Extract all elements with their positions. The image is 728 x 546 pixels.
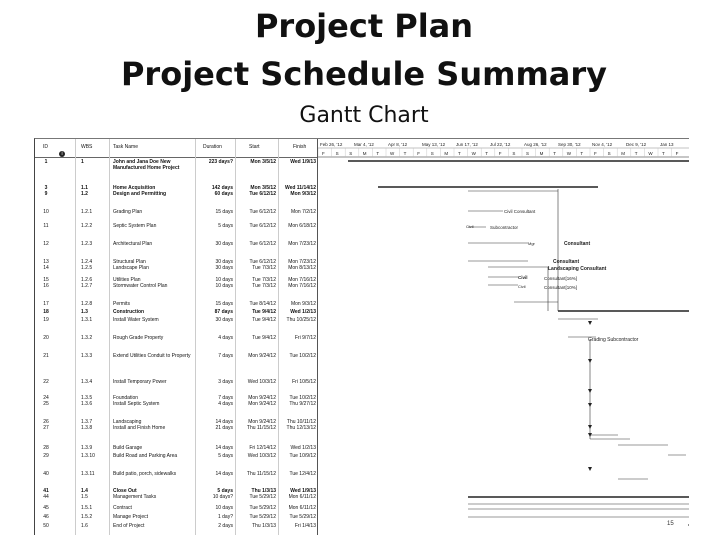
row-finish: Mon 9/3/12 <box>290 191 316 197</box>
gantt-svg <box>318 139 689 535</box>
row-wbs: 1 <box>81 159 84 165</box>
row-start: Tue 9/4/12 <box>252 309 276 315</box>
row-duration: 142 days <box>211 185 233 191</box>
row-id: 13 <box>43 259 49 265</box>
row-start: Tue 8/14/12 <box>249 301 276 307</box>
row-finish: Mon 7/16/12 <box>288 283 316 289</box>
row-wbs: 1.2.5 <box>81 265 93 271</box>
row-id: 22 <box>43 379 49 385</box>
row-duration: 21 days <box>215 425 233 431</box>
timescale-day-label: M <box>362 151 367 156</box>
row-duration: 87 days <box>214 309 233 315</box>
resource-label-civil-consultant: Civil Consultant <box>504 209 536 214</box>
row-id: 12 <box>43 241 49 247</box>
timescale-day-label: T <box>580 151 584 156</box>
row-finish: Tue 5/29/12 <box>289 514 316 520</box>
row-finish: Fri 1/4/13 <box>294 523 316 529</box>
row-id: 28 <box>43 445 49 451</box>
row-start: Tue 7/3/12 <box>252 283 276 289</box>
row-wbs: 1.5.1 <box>81 505 93 511</box>
dependency-arrow <box>588 321 592 325</box>
row-start: Tue 6/12/12 <box>249 223 276 229</box>
row-duration: 223 days? <box>208 159 233 165</box>
row-duration: 1 day? <box>217 514 233 520</box>
timescale-day-label: T <box>403 151 407 156</box>
timescale-month-label: Mar 4, '12 <box>354 142 374 147</box>
row-duration: 7 days <box>218 353 233 359</box>
timescale-month-label: May 13, '12 <box>422 142 446 147</box>
column-divider <box>109 139 110 535</box>
row-task-name: Management Tasks <box>113 494 157 500</box>
row-duration: 5 days <box>217 488 233 494</box>
row-id: 19 <box>43 317 49 323</box>
timescale-month-label: Apr 8, '12 <box>388 142 408 147</box>
header-wbs: WBS <box>81 144 93 150</box>
dependency-arrow <box>588 359 592 363</box>
column-divider <box>75 139 76 535</box>
timescale-day-label: S <box>607 151 611 156</box>
row-task-name: Build Garage <box>113 445 143 451</box>
row-id: 18 <box>43 309 49 315</box>
row-start: Fri 12/14/12 <box>249 445 276 451</box>
timescale-month-label: Feb 26, '12 <box>320 142 343 147</box>
row-id: 46 <box>43 514 49 520</box>
row-task-name: Build patio, porch, sidewalks <box>113 471 177 477</box>
page-caption: Gantt Chart <box>299 103 429 128</box>
row-duration: 5 days <box>218 453 233 459</box>
row-duration: 10 days? <box>212 494 233 500</box>
row-task-name: Install Temporary Power <box>113 379 167 385</box>
row-task-name: Manage Project <box>113 514 149 520</box>
resource-label-mgr: Mgr <box>528 241 535 246</box>
timescale-day-label: S <box>526 151 530 156</box>
timescale-day-label: F <box>498 151 502 156</box>
timescale-month-label: Nov 4, '12 <box>592 142 613 147</box>
row-wbs: 1.3.9 <box>81 445 93 451</box>
row-wbs: 1.2.7 <box>81 283 93 289</box>
row-task-name: Utilities Plan <box>113 277 141 283</box>
row-task-name: Rough Grade Property <box>113 335 164 341</box>
resource-label-consultant-10: Consultant[10%] <box>544 285 578 290</box>
row-wbs: 1.3 <box>81 309 88 315</box>
row-finish: Wed 1/9/13 <box>290 488 316 494</box>
dependency-arrow <box>588 389 592 393</box>
resource-label-consultant-2: Consultant <box>553 259 580 265</box>
row-task-name: Structural Plan <box>113 259 146 265</box>
row-task-name: Close Out <box>113 488 137 494</box>
timescale-day-label: M <box>621 151 625 156</box>
timescale-month-label: Jul 22, '12 <box>490 142 511 147</box>
row-start: Tue 5/29/12 <box>249 494 276 500</box>
task-table <box>35 139 318 535</box>
header-duration: Duration <box>203 144 222 150</box>
timescale-month-label: Dec 9, '12 <box>626 142 647 147</box>
row-start: Tue 7/3/12 <box>252 277 276 283</box>
row-task-name: Foundation <box>113 395 139 401</box>
row-start: Tue 6/12/12 <box>249 191 276 197</box>
row-wbs: 1.2.4 <box>81 259 93 265</box>
timescale-day-label: T <box>485 151 488 156</box>
page-number: 15 <box>667 521 674 527</box>
timescale-day-label: F <box>417 151 420 156</box>
resource-label-consultant-16: Consultant[16%] <box>544 276 578 281</box>
row-duration: 30 days <box>215 241 233 247</box>
resource-label-consultant: Consultant <box>564 241 591 247</box>
row-wbs: 1.2.1 <box>81 209 93 215</box>
row-finish: Wed 1/2/13 <box>290 445 316 451</box>
row-task-name: Install Septic System <box>113 401 160 407</box>
row-finish: Mon 7/16/12 <box>288 277 316 283</box>
row-finish: Mon 6/11/12 <box>288 494 316 500</box>
row-wbs: 1.2.3 <box>81 241 93 247</box>
row-start: Wed 10/3/12 <box>247 453 276 459</box>
row-start: Thu 11/15/12 <box>246 425 276 431</box>
table-header <box>35 139 317 158</box>
row-id: 9 <box>44 191 48 197</box>
row-task-name: Home Acquisition <box>113 185 156 191</box>
row-finish: Wed 1/9/13 <box>290 159 316 165</box>
timescale-day-label: S <box>430 151 434 156</box>
timescale-month-label: Sep 30, '12 <box>558 142 581 147</box>
row-finish: Thu 12/13/12 <box>286 425 316 431</box>
header-finish: Finish <box>293 144 307 150</box>
timescale-day-label: F <box>675 151 679 156</box>
row-start: Thu 1/3/13 <box>252 523 276 529</box>
row-finish: Mon 7/2/12 <box>290 209 316 215</box>
row-task-name: Landscape Plan <box>113 265 149 271</box>
timescale-day-label: T <box>634 151 638 156</box>
row-finish: Thu 9/27/12 <box>289 401 316 407</box>
row-wbs: 1.3.8 <box>81 425 93 431</box>
timescale-day-label: T <box>662 151 665 156</box>
resource-label-subcontractor: Subcontractor <box>490 225 519 230</box>
row-finish: Mon 6/18/12 <box>288 223 316 229</box>
row-id: 14 <box>43 265 49 271</box>
row-id: 3 <box>44 185 48 191</box>
row-wbs: 1.2.8 <box>81 301 93 307</box>
row-id: 10 <box>43 209 49 215</box>
column-divider <box>278 139 279 535</box>
row-task-name: Extend Utilities Conduit to Property <box>113 353 191 359</box>
row-id: 27 <box>43 425 49 431</box>
row-wbs: 1.2.2 <box>81 223 93 229</box>
row-task-name: Contract <box>113 505 132 511</box>
row-wbs: 1.1 <box>81 185 88 191</box>
row-wbs: 1.2 <box>81 191 88 197</box>
dependency-arrow <box>588 467 592 471</box>
row-wbs: 1.3.4 <box>81 379 93 385</box>
row-finish: Tue 12/4/12 <box>289 471 316 477</box>
row-id: 26 <box>43 419 49 425</box>
row-finish: Thu 10/25/12 <box>286 317 316 323</box>
row-duration: 10 days <box>215 505 233 511</box>
timescale-day-label: M <box>539 151 544 156</box>
info-icon: i <box>59 151 65 157</box>
timescale-day-label: T <box>553 151 556 156</box>
timescale-day-label: W <box>471 151 476 156</box>
row-id: 20 <box>43 335 49 341</box>
row-wbs: 1.3.2 <box>81 335 93 341</box>
timescale-month-label: Aug 26, '12 <box>524 142 547 147</box>
row-id: 11 <box>43 223 49 229</box>
row-duration: 4 days <box>218 335 233 341</box>
row-start: Mon 9/24/12 <box>248 419 276 425</box>
row-id: 24 <box>43 395 49 401</box>
row-start: Mon 9/24/12 <box>248 353 276 359</box>
row-start: Thu 1/3/13 <box>251 488 276 494</box>
timescale-day-label: F <box>594 151 597 156</box>
header-id: ID <box>43 144 48 150</box>
row-task-name: Install and Finish Home <box>113 425 166 431</box>
row-finish: Mon 7/23/12 <box>288 241 316 247</box>
resource-label-civil-2: Civil <box>518 275 528 280</box>
resource-label-civil: Civil <box>466 224 474 229</box>
timescale-day-label: W <box>566 151 572 156</box>
row-wbs: 1.3.11 <box>81 471 95 477</box>
row-task-name: Permits <box>113 301 130 307</box>
timescale-day-label: M <box>444 151 449 156</box>
row-start: Mon 9/24/12 <box>248 401 276 407</box>
row-duration: 4 days <box>218 401 233 407</box>
row-finish: Mon 7/23/12 <box>288 259 316 265</box>
row-id: 17 <box>43 301 49 307</box>
timescale-month-label: Jan 13 <box>660 142 674 147</box>
row-finish: Mon 9/3/12 <box>290 301 316 307</box>
header-start: Start <box>249 144 260 150</box>
row-task-name: Install Water System <box>113 317 159 323</box>
row-wbs: 1.2.6 <box>81 277 93 283</box>
gantt-chart <box>318 139 689 535</box>
row-finish: Tue 10/2/12 <box>289 353 316 359</box>
row-duration: 60 days <box>214 191 233 197</box>
column-divider <box>195 139 196 535</box>
row-id: 29 <box>43 453 49 459</box>
row-duration: 14 days <box>215 445 233 451</box>
row-duration: 2 days <box>218 523 233 529</box>
row-finish: Thu 10/11/12 <box>286 419 316 425</box>
resource-label-grading-subcontractor: Grading Subcontractor <box>588 337 639 343</box>
row-start: Tue 7/3/12 <box>252 265 276 271</box>
row-duration: 10 days <box>215 277 233 283</box>
milestone-end-of-project <box>688 521 689 529</box>
timescale-month-label: Jun 17, '12 <box>456 142 478 147</box>
page-title: Project Plan <box>254 7 474 45</box>
row-wbs: 1.3.1 <box>81 317 93 323</box>
row-duration: 30 days <box>215 317 233 323</box>
row-start: Tue 5/29/12 <box>249 514 276 520</box>
row-wbs: 1.3.10 <box>81 453 95 459</box>
timescale-day-label: T <box>458 151 461 156</box>
row-start: Tue 6/12/12 <box>249 259 276 265</box>
row-finish: Mon 8/13/12 <box>288 265 316 271</box>
row-start: Mon 9/24/12 <box>248 395 276 401</box>
row-wbs: 1.4 <box>81 488 88 494</box>
row-duration: 10 days <box>215 283 233 289</box>
row-duration: 14 days <box>215 419 233 425</box>
row-id: 41 <box>43 488 49 494</box>
row-start: Mon 3/5/12 <box>250 159 276 165</box>
timescale-day-label: S <box>512 151 516 156</box>
gantt-sheet <box>34 138 689 535</box>
row-finish: Wed 1/2/13 <box>290 309 316 315</box>
resource-label-civil-3: Civil <box>518 284 526 289</box>
row-task-name: Construction <box>113 309 145 315</box>
row-wbs: 1.6 <box>81 523 88 529</box>
row-start: Tue 9/4/12 <box>252 317 276 323</box>
row-task-name: Architectural Plan <box>113 241 153 247</box>
row-task-name: Landscaping <box>113 419 142 425</box>
row-wbs: 1.3.5 <box>81 395 93 401</box>
row-wbs: 1.5.2 <box>81 514 93 520</box>
row-start: Tue 6/12/12 <box>249 209 276 215</box>
row-task-name: End of Project <box>113 523 145 529</box>
row-duration: 3 days <box>218 379 233 385</box>
timescale-day-label: T <box>376 151 380 156</box>
row-finish: Tue 10/2/12 <box>289 395 316 401</box>
row-wbs: 1.3.6 <box>81 401 93 407</box>
row-task-name: John and Jana Doe New Manufactured Home Project <box>113 159 180 171</box>
timescale-day-label: S <box>335 151 339 156</box>
row-wbs: 1.3.3 <box>81 353 93 359</box>
row-task-name: Design and Permitting <box>113 191 167 197</box>
row-task-name: Septic System Plan <box>113 223 157 229</box>
row-id: 25 <box>43 401 49 407</box>
page-subtitle: Project Schedule Summary <box>120 55 608 93</box>
row-duration: 15 days <box>215 301 233 307</box>
dependency-arrow <box>588 403 592 407</box>
timescale-day-label: F <box>322 151 325 156</box>
timescale-day-label: W <box>648 151 653 156</box>
row-task-name: Grading Plan <box>113 209 143 215</box>
row-start: Thu 11/15/12 <box>246 471 276 477</box>
row-id: 21 <box>43 353 49 359</box>
row-duration: 7 days <box>218 395 233 401</box>
timescale-day-label: S <box>349 151 353 156</box>
row-id: 1 <box>44 159 48 165</box>
row-finish: Tue 10/9/12 <box>289 453 316 459</box>
row-id: 50 <box>43 523 49 529</box>
row-duration: 14 days <box>215 471 233 477</box>
row-duration: 30 days <box>215 265 233 271</box>
dependency-arrow <box>588 425 592 429</box>
row-start: Wed 10/3/12 <box>247 379 276 385</box>
row-duration: 15 days <box>215 209 233 215</box>
row-start: Mon 3/5/12 <box>250 185 276 191</box>
row-task-name: Stormwater Control Plan <box>113 283 168 289</box>
row-duration: 30 days <box>215 259 233 265</box>
row-id: 44 <box>43 494 49 500</box>
row-task-name: Build Road and Parking Area <box>113 453 178 459</box>
column-divider <box>235 139 236 535</box>
row-wbs: 1.5 <box>81 494 88 500</box>
row-finish: Wed 11/14/12 <box>284 185 316 191</box>
row-finish: Fri 9/7/12 <box>294 335 316 341</box>
row-id: 15 <box>43 277 49 283</box>
row-finish: Fri 10/5/12 <box>292 379 316 385</box>
row-finish: Mon 6/11/12 <box>288 505 316 511</box>
row-start: Tue 6/12/12 <box>249 241 276 247</box>
row-start: Tue 5/29/12 <box>249 505 276 511</box>
resource-label-landscaping-consultant: Landscaping Consultant <box>548 266 607 272</box>
header-task-name: Task Name <box>113 144 139 150</box>
row-id: 40 <box>43 471 49 477</box>
row-wbs: 1.3.7 <box>81 419 93 425</box>
row-id: 45 <box>43 505 49 511</box>
row-duration: 5 days <box>218 223 233 229</box>
row-start: Tue 9/4/12 <box>252 335 276 341</box>
row-id: 16 <box>43 283 49 289</box>
timescale-day-label: W <box>390 151 395 156</box>
